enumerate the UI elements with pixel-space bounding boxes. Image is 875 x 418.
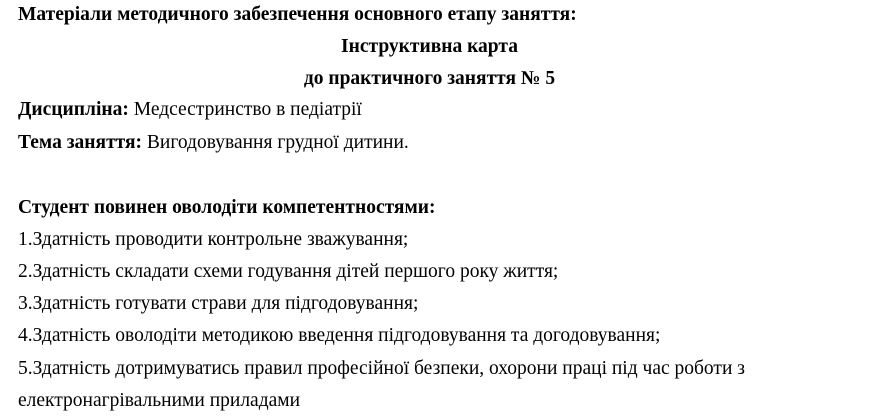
- section-header: Матеріали методичного забезпечення основного етапу заняття:: [18, 4, 577, 25]
- document-subtitle: до практичного заняття № 5: [303, 68, 556, 89]
- topic-label: Тема заняття:: [18, 132, 143, 153]
- discipline-label: Дисципліна:: [18, 99, 129, 120]
- competency-item: 2.Здатність складати схеми годування дітей першого року життя;: [18, 261, 559, 282]
- document-title: Інструктивна карта: [341, 36, 518, 57]
- topic-value: Вигодовування грудної дитини.: [146, 132, 409, 153]
- discipline-line: [18, 99, 362, 121]
- competency-item: 5.Здатність дотримуватись правил професійної безпеки, охорони праці під час роботи з: [18, 358, 745, 379]
- competency-item-continuation: електронагрівальними приладами: [18, 390, 301, 411]
- competency-item: 3.Здатність готувати страви для підгодовування;: [18, 293, 419, 314]
- competency-item: 1.Здатність проводити контрольне зважування;: [18, 229, 409, 250]
- competency-item: 4.Здатність оволодіти методикою введення підгодовування та догодовування;: [18, 325, 661, 346]
- topic-line: [18, 132, 409, 154]
- competencies-heading: Студент повинен оволодіти компетентностями:: [18, 197, 436, 218]
- discipline-value: Медсестринство в педіатрії: [133, 99, 362, 120]
